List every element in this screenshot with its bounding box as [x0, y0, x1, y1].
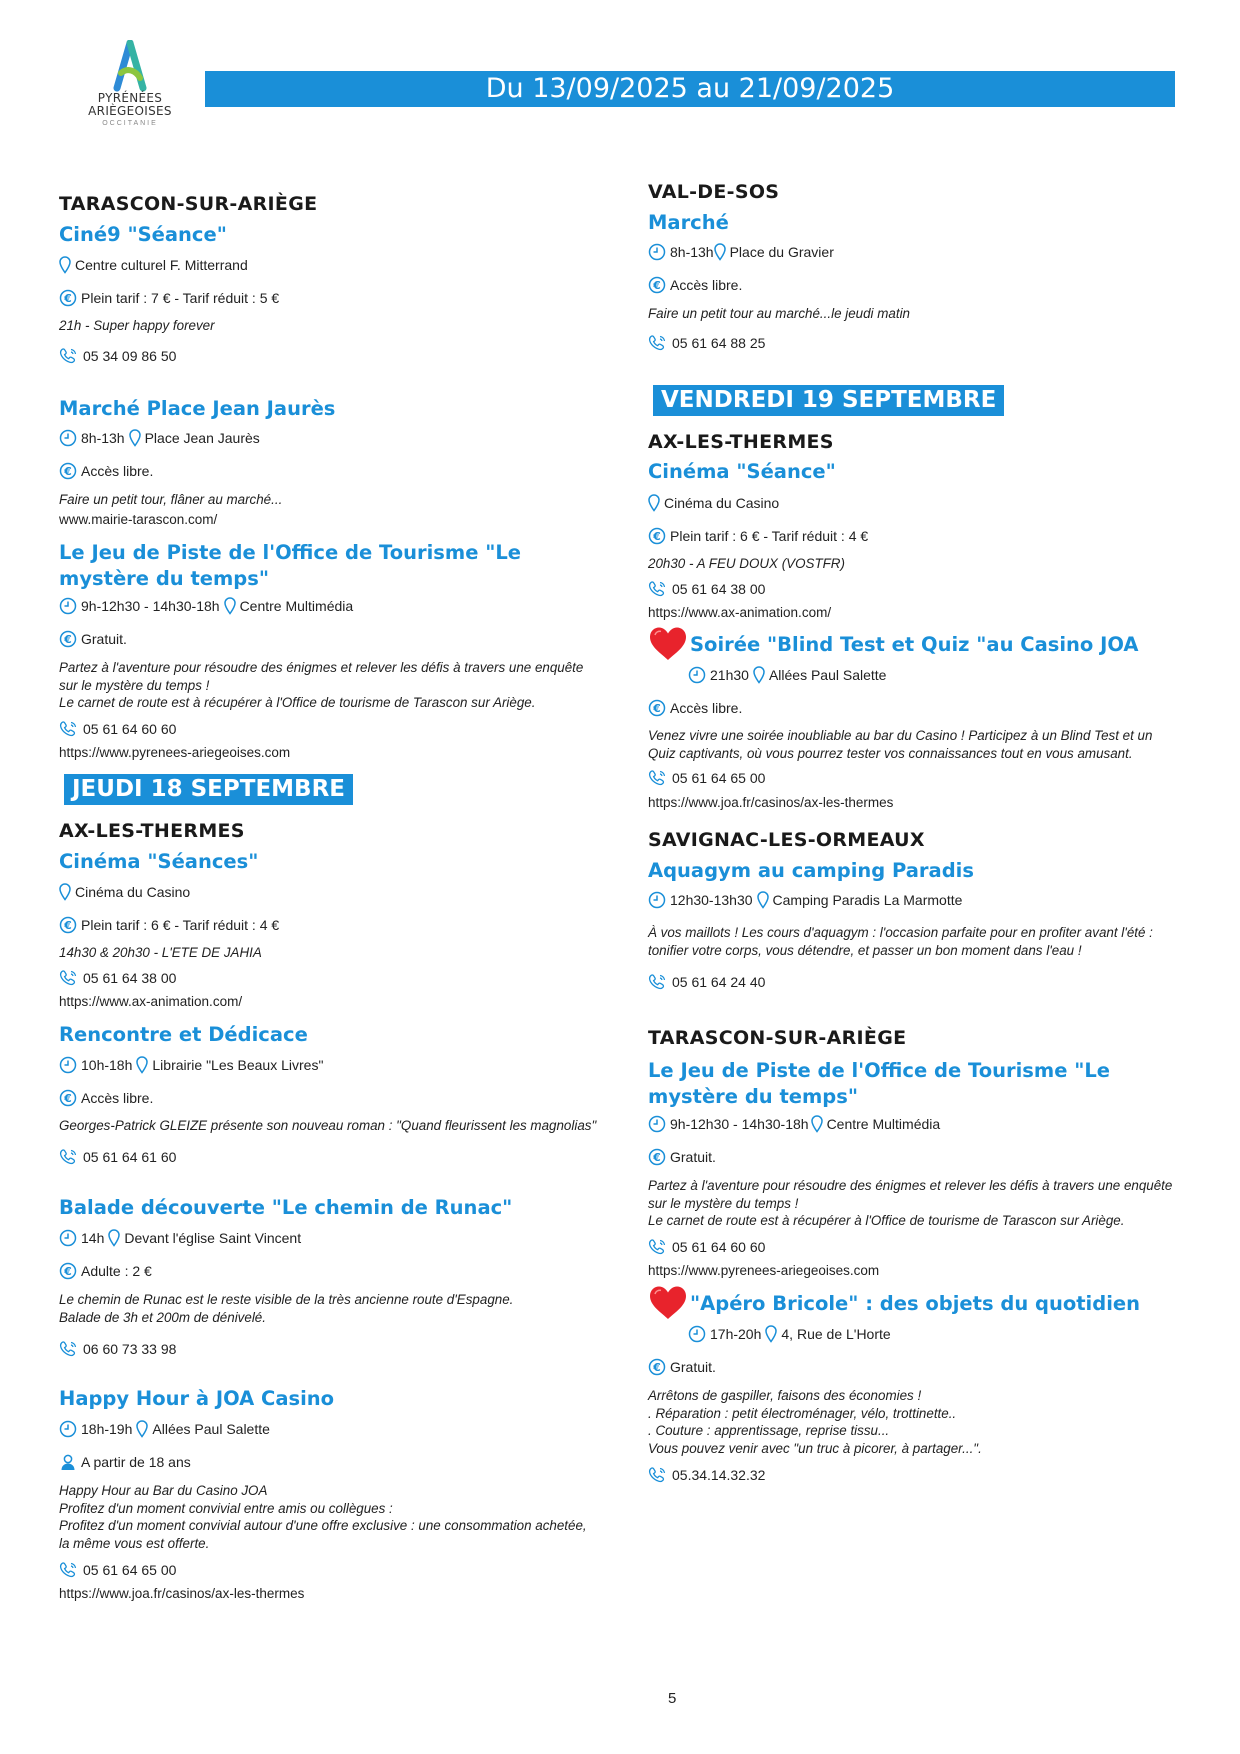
- event-price: Gratuit.: [81, 631, 127, 647]
- event-phone-row: [648, 973, 765, 991]
- clock-icon: [648, 891, 666, 909]
- description-line: la même vous est offerte.: [59, 1535, 210, 1551]
- event-title: Rencontre et Dédicace: [59, 1023, 308, 1046]
- location-pin-icon: [136, 1420, 148, 1438]
- event-time: 12h30-13h30: [670, 892, 753, 908]
- event-location: Cinéma du Casino: [75, 884, 191, 900]
- event-phone: 05 61 64 65 00: [672, 770, 766, 786]
- event-description: Georges-Patrick GLEIZE présente son nouveau roman : "Quand fleurissent les magnolias": [59, 1118, 597, 1133]
- event-time: 10h-18h: [81, 1057, 133, 1073]
- clock-icon: [59, 597, 77, 615]
- description-line: . Réparation : petit électroménager, vélo, trottinette..: [648, 1405, 957, 1421]
- event-description: [59, 1482, 599, 1552]
- event-time: 21h30: [710, 667, 749, 683]
- event-time: 9h-12h30 - 14h30-18h: [670, 1116, 809, 1132]
- event-price-row: [59, 1089, 153, 1107]
- city-heading: AX-LES-THERMES: [59, 820, 245, 842]
- location-pin-icon: [811, 1115, 823, 1133]
- description-line: Arrêtons de gaspiller, faisons des économies !: [648, 1388, 922, 1403]
- event-time-location-row: [59, 597, 353, 615]
- location-pin-icon: [129, 429, 141, 447]
- event-description: [59, 1291, 599, 1326]
- phone-icon: [59, 347, 79, 365]
- event-title: Marché: [648, 211, 729, 234]
- event-price-row: [59, 916, 279, 934]
- event-phone-row: [648, 769, 765, 787]
- phone-icon: [648, 334, 668, 352]
- city-heading: TARASCON-SUR-ARIÈGE: [648, 1027, 907, 1049]
- event-price-row: [648, 1148, 716, 1166]
- event-age-row: [59, 1453, 191, 1471]
- event-link[interactable]: https://www.pyrenees-ariegeoises.com: [59, 745, 291, 760]
- event-description: [648, 727, 1188, 762]
- event-title: Ciné9 "Séance": [59, 223, 227, 246]
- event-location: Place du Gravier: [729, 244, 834, 260]
- logo-line-2: ARIÈGEOISES: [88, 104, 172, 118]
- phone-icon: [59, 969, 79, 987]
- heart-icon: [648, 626, 688, 667]
- description-line: Partez à l'aventure pour résoudre des énigmes et relever les défis à travers une enquête: [59, 660, 584, 675]
- event-time: 17h-20h: [710, 1326, 762, 1342]
- location-pin-icon: [59, 883, 71, 901]
- event-price: Accès libre.: [670, 277, 743, 293]
- event-description: [648, 924, 1188, 959]
- event-phone-row: [59, 969, 176, 987]
- event-time-location-row: [59, 1056, 323, 1074]
- phone-icon: [59, 1340, 79, 1358]
- event-price-row: [648, 699, 742, 717]
- event-location: Centre Multimédia: [826, 1116, 941, 1132]
- clock-icon: [59, 429, 77, 447]
- event-description: Faire un petit tour au marché...le jeudi matin: [648, 306, 910, 321]
- phone-icon: [59, 1148, 79, 1166]
- event-time-location-row: [59, 1229, 301, 1247]
- event-time: 8h-13h: [81, 430, 125, 446]
- event-link[interactable]: https://www.ax-animation.com/: [59, 994, 243, 1009]
- description-line: Happy Hour au Bar du Casino JOA: [59, 1483, 268, 1498]
- euro-icon: [59, 630, 77, 648]
- event-link[interactable]: https://www.joa.fr/casinos/ax-les-thermes: [648, 795, 894, 810]
- description-line: Le carnet de route est à récupérer à l'Office de tourisme de Tarascon sur Ariège.: [59, 695, 536, 710]
- event-time-location-row: [59, 1420, 270, 1438]
- event-time: 9h-12h30 - 14h30-18h: [81, 598, 220, 614]
- event-phone: 05 61 64 60 60: [672, 1239, 766, 1255]
- event-location: Centre culturel F. Mitterrand: [75, 257, 248, 273]
- euro-icon: [59, 916, 77, 934]
- description-line: sur le mystère du temps !: [648, 1195, 799, 1211]
- euro-icon: [648, 1358, 666, 1376]
- description-line: sur le mystère du temps !: [59, 677, 210, 693]
- event-description: [648, 1387, 1188, 1457]
- euro-icon: [648, 527, 666, 545]
- event-phone: 05 61 64 88 25: [672, 335, 766, 351]
- description-line: tonifier votre corps, vous détendre, et passer un bon moment dans l'eau !: [648, 942, 1082, 958]
- event-location: Librairie "Les Beaux Livres": [152, 1057, 324, 1073]
- event-title: Le Jeu de Piste de l'Office de Tourisme "Le mystère du temps": [59, 541, 522, 590]
- event-phone-row: [59, 1340, 176, 1358]
- event-title: "Apéro Bricole" : des objets du quotidien: [690, 1292, 1140, 1315]
- event-description: [648, 1177, 1188, 1230]
- event-location: Place Jean Jaurès: [144, 430, 260, 446]
- event-time: 14h: [81, 1230, 105, 1246]
- location-pin-icon: [757, 891, 769, 909]
- event-location: Centre Multimédia: [239, 598, 354, 614]
- page-number: 5: [668, 1690, 677, 1707]
- location-pin-icon: [59, 256, 71, 274]
- event-price: Accès libre.: [670, 700, 743, 716]
- phone-icon: [648, 1238, 668, 1256]
- description-line: Profitez d'un moment convivial entre amis ou collègues :: [59, 1500, 393, 1516]
- event-description: 14h30 & 20h30 - L'ETE DE JAHIA: [59, 945, 262, 960]
- event-location: Allées Paul Salette: [152, 1421, 270, 1437]
- description-line: Le carnet de route est à récupérer à l'Office de tourisme de Tarascon sur Ariège.: [648, 1213, 1125, 1228]
- event-price: Plein tarif : 6 € - Tarif réduit : 4 €: [670, 528, 869, 544]
- event-phone: 05 61 64 38 00: [672, 581, 766, 597]
- event-location: Camping Paradis La Marmotte: [772, 892, 963, 908]
- event-phone-row: [59, 347, 176, 365]
- phone-icon: [648, 580, 668, 598]
- phone-icon: [59, 1561, 79, 1579]
- description-line: Le chemin de Runac est le reste visible de la très ancienne route d'Espagne.: [59, 1292, 514, 1307]
- person-icon: [59, 1453, 77, 1471]
- event-phone-row: [648, 1238, 765, 1256]
- phone-icon: [648, 769, 668, 787]
- event-time-location-row: [648, 243, 834, 261]
- clock-icon: [648, 243, 666, 261]
- event-time-location-row: [59, 429, 260, 447]
- event-location-row: [648, 494, 779, 512]
- description-line: Balade de 3h et 200m de dénivelé.: [59, 1309, 266, 1325]
- euro-icon: [648, 276, 666, 294]
- event-phone-row: [59, 1561, 176, 1579]
- event-title: Le Jeu de Piste de l'Office de Tourisme "Le mystère du temps": [648, 1059, 1111, 1108]
- event-link[interactable]: www.mairie-tarascon.com/: [59, 512, 218, 527]
- heart-icon: [648, 1285, 688, 1326]
- event-link[interactable]: https://www.joa.fr/casinos/ax-les-thermes: [59, 1586, 305, 1601]
- event-phone-row: [59, 720, 176, 738]
- city-heading: TARASCON-SUR-ARIÈGE: [59, 193, 318, 215]
- euro-icon: [648, 1148, 666, 1166]
- event-time-location-row: [688, 666, 886, 684]
- description-line: Profitez d'un moment convivial autour d'une offre exclusive : une consommation achetée,: [59, 1518, 587, 1533]
- euro-icon: [59, 289, 77, 307]
- logo: [70, 40, 190, 140]
- event-phone: 05 61 64 24 40: [672, 974, 766, 990]
- event-title: Cinéma "Séance": [648, 460, 836, 483]
- event-price: Plein tarif : 7 € - Tarif réduit : 5 €: [81, 290, 280, 306]
- event-location-row: [59, 256, 248, 274]
- phone-icon: [59, 720, 79, 738]
- event-link[interactable]: https://www.pyrenees-ariegeoises.com: [648, 1263, 880, 1278]
- event-description: 20h30 - A FEU DOUX (VOSTFR): [648, 556, 845, 571]
- event-description: Faire un petit tour, flâner au marché...: [59, 492, 283, 507]
- clock-icon: [648, 1115, 666, 1133]
- event-time-location-row: [648, 1115, 940, 1133]
- event-title: Aquagym au camping Paradis: [648, 859, 974, 882]
- event-time: 8h-13h: [670, 244, 714, 260]
- event-price: Gratuit.: [670, 1359, 716, 1375]
- event-location: Allées Paul Salette: [768, 667, 887, 683]
- logo-line-1: PYRÉNÉES: [97, 91, 163, 105]
- event-phone: 05 61 64 65 00: [83, 1562, 177, 1578]
- clock-icon: [59, 1229, 77, 1247]
- event-time-location-row: [688, 1325, 891, 1343]
- day-heading: VENDREDI 19 SEPTEMBRE: [653, 385, 1004, 416]
- event-price: Plein tarif : 6 € - Tarif réduit : 4 €: [81, 917, 280, 933]
- logo-mark-icon: [112, 40, 148, 92]
- event-phone: 06 60 73 33 98: [83, 1341, 177, 1357]
- clock-icon: [59, 1056, 77, 1074]
- event-price-row: [648, 1358, 716, 1376]
- euro-icon: [59, 1089, 77, 1107]
- event-description: 21h - Super happy forever: [59, 318, 215, 333]
- event-price-row: [648, 276, 742, 294]
- description-line: Vous pouvez venir avec "un truc à picorer, à partager...".: [648, 1440, 982, 1456]
- event-age: A partir de 18 ans: [81, 1454, 191, 1470]
- event-title: Marché Place Jean Jaurès: [59, 397, 336, 420]
- clock-icon: [59, 1420, 77, 1438]
- clock-icon: [688, 1325, 706, 1343]
- city-heading: AX-LES-THERMES: [648, 431, 834, 453]
- day-heading: JEUDI 18 SEPTEMBRE: [64, 774, 353, 805]
- location-pin-icon: [753, 666, 765, 684]
- event-link[interactable]: https://www.ax-animation.com/: [648, 605, 832, 620]
- event-price: Gratuit.: [670, 1149, 716, 1165]
- event-title: Happy Hour à JOA Casino: [59, 1387, 335, 1410]
- event-location-row: [59, 883, 190, 901]
- event-phone: 05.34.14.32.32: [672, 1467, 766, 1483]
- description-line: Partez à l'aventure pour résoudre des énigmes et relever les défis à travers une enquête: [648, 1178, 1173, 1193]
- event-phone: 05 34 09 86 50: [83, 348, 177, 364]
- logo-line-3: OCCITANIE: [102, 120, 158, 127]
- location-pin-icon: [136, 1056, 148, 1074]
- euro-icon: [648, 699, 666, 717]
- location-pin-icon: [648, 494, 660, 512]
- location-pin-icon: [108, 1229, 120, 1247]
- city-heading: SAVIGNAC-LES-ORMEAUX: [648, 829, 925, 851]
- location-pin-icon: [765, 1325, 777, 1343]
- euro-icon: [59, 1262, 77, 1280]
- description-line: À vos maillots ! Les cours d'aquagym : l'occasion parfaite pour en profiter avant l'été :: [648, 925, 1153, 940]
- phone-icon: [648, 973, 668, 991]
- description-line: Venez vivre une soirée inoubliable au bar du Casino ! Participez à un Blind Test et un: [648, 728, 1153, 743]
- event-location: 4, Rue de L'Horte: [781, 1326, 891, 1342]
- event-price: Adulte : 2 €: [81, 1263, 152, 1279]
- event-phone: 05 61 64 61 60: [83, 1149, 177, 1165]
- description-line: . Couture : apprentissage, reprise tissu...: [648, 1423, 890, 1438]
- event-price-row: [59, 462, 153, 480]
- event-phone: 05 61 64 38 00: [83, 970, 177, 986]
- event-price-row: [648, 527, 868, 545]
- event-price-row: [59, 630, 127, 648]
- event-title: Cinéma "Séances": [59, 850, 259, 873]
- description-line: Quiz captivants, où vous pourrez tester vos connaissances tout en vous amusant.: [648, 745, 1133, 761]
- event-phone: 05 61 64 60 60: [83, 721, 177, 737]
- event-phone-row: [648, 1466, 765, 1484]
- euro-icon: [59, 462, 77, 480]
- event-title: Soirée "Blind Test et Quiz "au Casino JOA: [690, 633, 1139, 656]
- phone-icon: [648, 1466, 668, 1484]
- city-heading: VAL-DE-SOS: [648, 181, 780, 203]
- event-location: Cinéma du Casino: [664, 495, 780, 511]
- event-time: 18h-19h: [81, 1421, 133, 1437]
- event-phone-row: [648, 580, 765, 598]
- event-phone-row: [59, 1148, 176, 1166]
- event-price-row: [59, 289, 279, 307]
- event-description: [59, 659, 599, 712]
- event-price: Accès libre.: [81, 1090, 154, 1106]
- event-time-location-row: [648, 891, 962, 909]
- event-title: Balade découverte "Le chemin de Runac": [59, 1196, 513, 1219]
- event-price: Accès libre.: [81, 463, 154, 479]
- location-pin-icon: [224, 597, 236, 615]
- clock-icon: [688, 666, 706, 684]
- event-price-row: [59, 1262, 152, 1280]
- event-location: Devant l'église Saint Vincent: [124, 1230, 302, 1246]
- event-phone-row: [648, 334, 765, 352]
- location-pin-icon: [714, 243, 726, 261]
- date-range-banner: Du 13/09/2025 au 21/09/2025: [205, 71, 1175, 107]
